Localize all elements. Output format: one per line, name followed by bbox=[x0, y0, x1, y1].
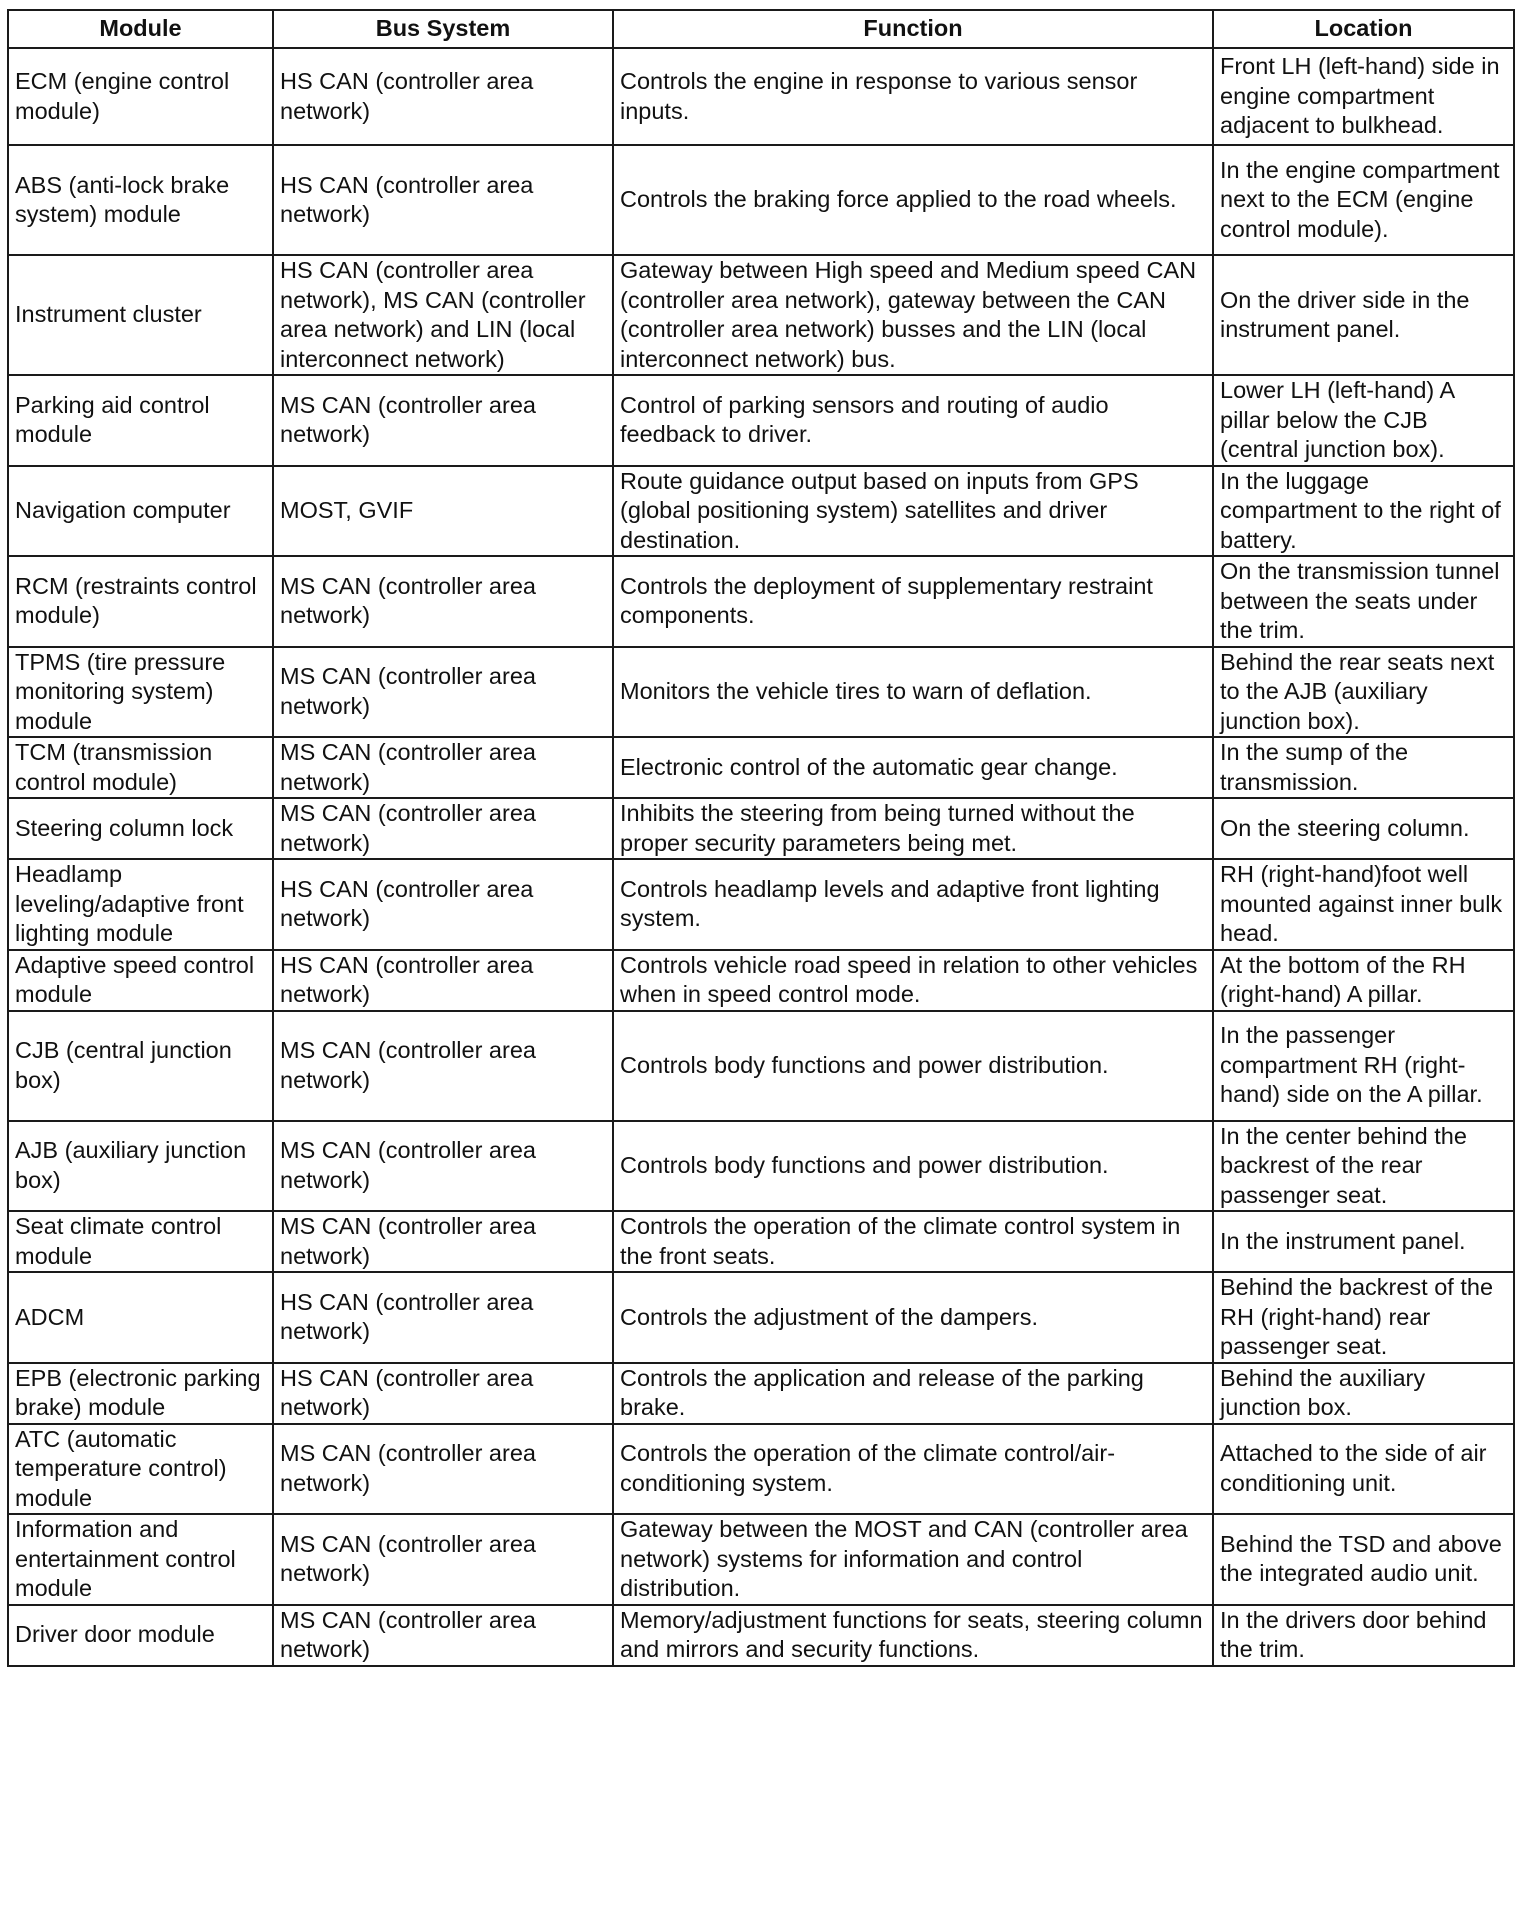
table-row bbox=[8, 950, 1514, 1011]
function-cell: Controls the braking force applied to the road wheels. bbox=[613, 145, 1213, 255]
table-row bbox=[8, 1514, 1514, 1605]
bus-system-cell: MS CAN (controller area network) bbox=[273, 647, 613, 738]
bus-system-cell: MS CAN (controller area network) bbox=[273, 1211, 613, 1272]
module-cell: ATC (automatic temperature control) module bbox=[8, 1424, 273, 1515]
location-cell: Behind the backrest of the RH (right-hand) rear passenger seat. bbox=[1213, 1272, 1514, 1363]
module-cell: RCM (restraints control module) bbox=[8, 556, 273, 647]
table-row bbox=[8, 737, 1514, 798]
function-cell: Inhibits the steering from being turned without the proper security parameters being met. bbox=[613, 798, 1213, 859]
table-row bbox=[8, 798, 1514, 859]
bus-system-cell: MS CAN (controller area network) bbox=[273, 1605, 613, 1666]
bus-system-cell: MS CAN (controller area network) bbox=[273, 1011, 613, 1121]
bus-system-cell: MS CAN (controller area network) bbox=[273, 1514, 613, 1605]
table-row bbox=[8, 556, 1514, 647]
location-cell: In the engine compartment next to the ECM (engine control module). bbox=[1213, 145, 1514, 255]
function-cell: Controls the application and release of the parking brake. bbox=[613, 1363, 1213, 1424]
function-cell: Controls the operation of the climate control system in the front seats. bbox=[613, 1211, 1213, 1272]
bus-system-cell: HS CAN (controller area network) bbox=[273, 1272, 613, 1363]
module-cell: TCM (transmission control module) bbox=[8, 737, 273, 798]
location-cell: At the bottom of the RH (right-hand) A pillar. bbox=[1213, 950, 1514, 1011]
module-cell: Parking aid control module bbox=[8, 375, 273, 466]
location-cell: In the center behind the backrest of the rear passenger seat. bbox=[1213, 1121, 1514, 1212]
location-cell: Lower LH (left-hand) A pillar below the CJB (central junction box). bbox=[1213, 375, 1514, 466]
header-module: Module bbox=[8, 10, 273, 48]
bus-system-cell: MS CAN (controller area network) bbox=[273, 375, 613, 466]
bus-system-cell: MS CAN (controller area network) bbox=[273, 1424, 613, 1515]
location-cell: Attached to the side of air conditioning unit. bbox=[1213, 1424, 1514, 1515]
module-cell: ECM (engine control module) bbox=[8, 48, 273, 145]
module-cell: Seat climate control module bbox=[8, 1211, 273, 1272]
bus-system-cell: MS CAN (controller area network) bbox=[273, 1121, 613, 1212]
module-cell: ADCM bbox=[8, 1272, 273, 1363]
table-row bbox=[8, 255, 1514, 375]
function-cell: Controls the operation of the climate control/air-conditioning system. bbox=[613, 1424, 1213, 1515]
module-cell: Navigation computer bbox=[8, 466, 273, 557]
header-function: Function bbox=[613, 10, 1213, 48]
module-cell: Information and entertainment control module bbox=[8, 1514, 273, 1605]
location-cell: On the transmission tunnel between the seats under the trim. bbox=[1213, 556, 1514, 647]
location-cell: Front LH (left-hand) side in engine compartment adjacent to bulkhead. bbox=[1213, 48, 1514, 145]
function-cell: Monitors the vehicle tires to warn of deflation. bbox=[613, 647, 1213, 738]
module-cell: EPB (electronic parking brake) module bbox=[8, 1363, 273, 1424]
bus-system-cell: MS CAN (controller area network) bbox=[273, 556, 613, 647]
table-row bbox=[8, 859, 1514, 950]
location-cell: In the luggage compartment to the right of battery. bbox=[1213, 466, 1514, 557]
table-row bbox=[8, 1011, 1514, 1121]
table-row bbox=[8, 375, 1514, 466]
module-cell: Adaptive speed control module bbox=[8, 950, 273, 1011]
location-cell: Behind the auxiliary junction box. bbox=[1213, 1363, 1514, 1424]
module-cell: CJB (central junction box) bbox=[8, 1011, 273, 1121]
table-row bbox=[8, 1272, 1514, 1363]
bus-system-cell: HS CAN (controller area network) bbox=[273, 950, 613, 1011]
table-row bbox=[8, 1363, 1514, 1424]
module-cell: Headlamp leveling/adaptive front lighting module bbox=[8, 859, 273, 950]
function-cell: Route guidance output based on inputs from GPS (global positioning system) satellites and driver destination. bbox=[613, 466, 1213, 557]
table-header-row bbox=[8, 10, 1514, 48]
function-cell: Gateway between the MOST and CAN (controller area network) systems for information and control distribution. bbox=[613, 1514, 1213, 1605]
table-row bbox=[8, 48, 1514, 145]
table-row bbox=[8, 1605, 1514, 1666]
bus-system-cell: MOST, GVIF bbox=[273, 466, 613, 557]
function-cell: Controls body functions and power distribution. bbox=[613, 1011, 1213, 1121]
table-row bbox=[8, 1424, 1514, 1515]
location-cell: RH (right-hand)foot well mounted against inner bulk head. bbox=[1213, 859, 1514, 950]
module-cell: AJB (auxiliary junction box) bbox=[8, 1121, 273, 1212]
module-cell: TPMS (tire pressure monitoring system) module bbox=[8, 647, 273, 738]
table-row bbox=[8, 1121, 1514, 1212]
bus-system-cell: HS CAN (controller area network) bbox=[273, 145, 613, 255]
function-cell: Controls headlamp levels and adaptive front lighting system. bbox=[613, 859, 1213, 950]
header-location: Location bbox=[1213, 10, 1514, 48]
bus-system-cell: HS CAN (controller area network) bbox=[273, 1363, 613, 1424]
function-cell: Controls body functions and power distribution. bbox=[613, 1121, 1213, 1212]
location-cell: In the passenger compartment RH (right-hand) side on the A pillar. bbox=[1213, 1011, 1514, 1121]
location-cell: Behind the TSD and above the integrated audio unit. bbox=[1213, 1514, 1514, 1605]
table-row bbox=[8, 647, 1514, 738]
function-cell: Controls the deployment of supplementary restraint components. bbox=[613, 556, 1213, 647]
function-cell: Controls the adjustment of the dampers. bbox=[613, 1272, 1213, 1363]
table-row bbox=[8, 466, 1514, 557]
location-cell: On the driver side in the instrument panel. bbox=[1213, 255, 1514, 375]
location-cell: In the drivers door behind the trim. bbox=[1213, 1605, 1514, 1666]
header-bus-system: Bus System bbox=[273, 10, 613, 48]
table-row bbox=[8, 1211, 1514, 1272]
function-cell: Gateway between High speed and Medium speed CAN (controller area network), gateway between the CAN (controller area network) busses and the LIN (local interconnect network) bus. bbox=[613, 255, 1213, 375]
module-table bbox=[7, 9, 1515, 1667]
function-cell: Control of parking sensors and routing of audio feedback to driver. bbox=[613, 375, 1213, 466]
bus-system-cell: HS CAN (controller area network), MS CAN (controller area network) and LIN (local interconnect network) bbox=[273, 255, 613, 375]
function-cell: Controls vehicle road speed in relation to other vehicles when in speed control mode. bbox=[613, 950, 1213, 1011]
function-cell: Electronic control of the automatic gear change. bbox=[613, 737, 1213, 798]
location-cell: Behind the rear seats next to the AJB (auxiliary junction box). bbox=[1213, 647, 1514, 738]
location-cell: On the steering column. bbox=[1213, 798, 1514, 859]
table-row bbox=[8, 145, 1514, 255]
module-cell: Driver door module bbox=[8, 1605, 273, 1666]
module-cell: Instrument cluster bbox=[8, 255, 273, 375]
table-body bbox=[8, 48, 1514, 1666]
bus-system-cell: HS CAN (controller area network) bbox=[273, 859, 613, 950]
bus-system-cell: HS CAN (controller area network) bbox=[273, 48, 613, 145]
location-cell: In the sump of the transmission. bbox=[1213, 737, 1514, 798]
function-cell: Controls the engine in response to various sensor inputs. bbox=[613, 48, 1213, 145]
bus-system-cell: MS CAN (controller area network) bbox=[273, 737, 613, 798]
module-cell: ABS (anti-lock brake system) module bbox=[8, 145, 273, 255]
module-cell: Steering column lock bbox=[8, 798, 273, 859]
location-cell: In the instrument panel. bbox=[1213, 1211, 1514, 1272]
function-cell: Memory/adjustment functions for seats, steering column and mirrors and security functions. bbox=[613, 1605, 1213, 1666]
bus-system-cell: MS CAN (controller area network) bbox=[273, 798, 613, 859]
